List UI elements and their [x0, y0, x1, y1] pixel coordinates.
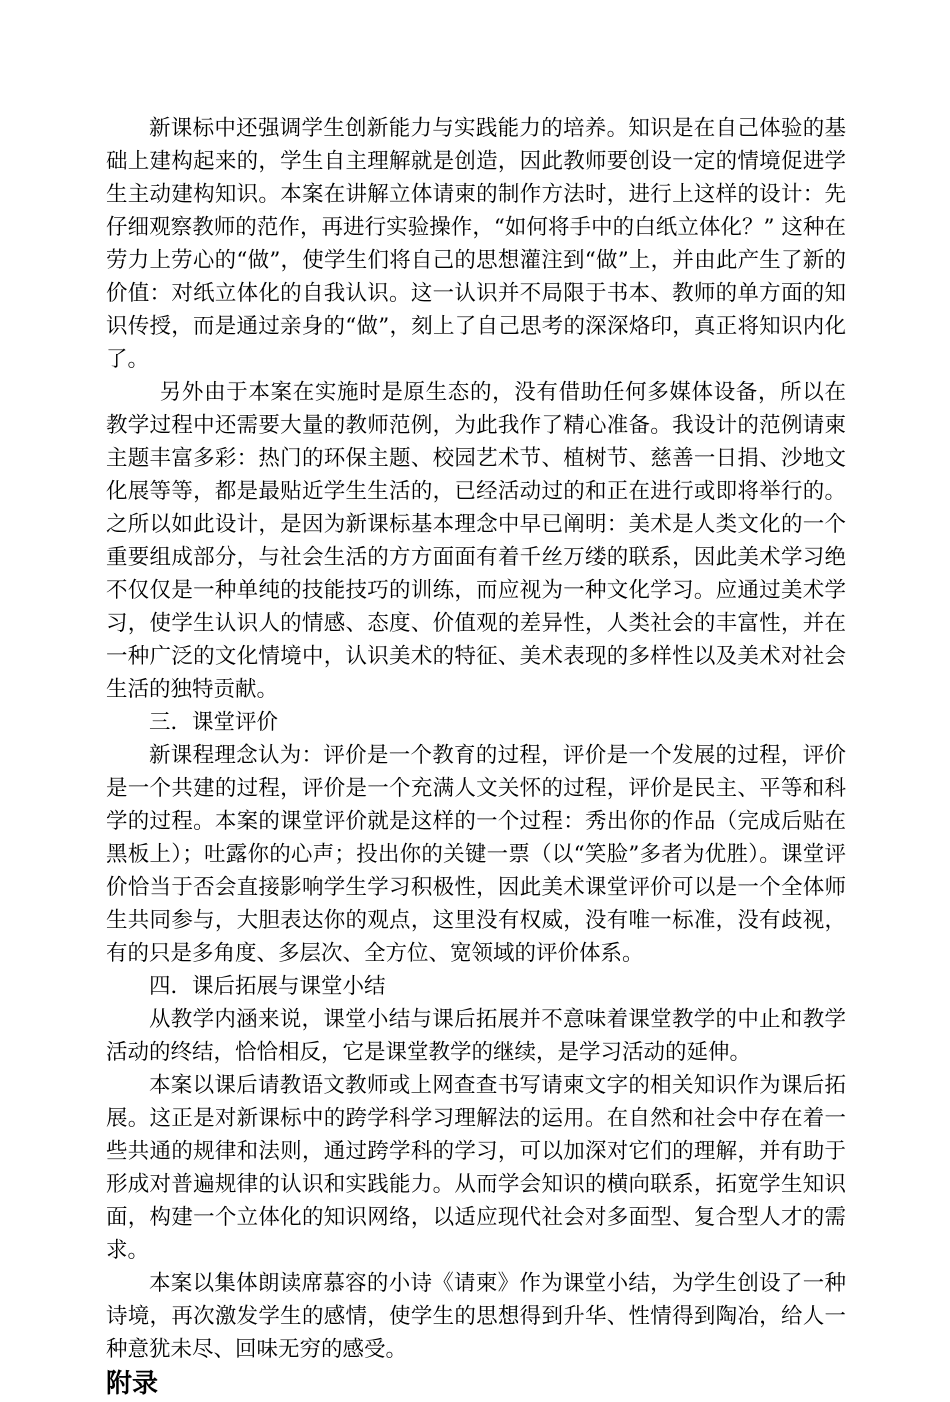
appendix-title: 附录 — [106, 1369, 159, 1399]
paragraph-evaluation: 新课程理念认为：评价是一个教育的过程，评价是一个发展的过程，评价是一个共建的过程，评价是一个充满人文关怀的过程，评价是民主、平等和科学的过程。本案的课堂评价就是这样的一个过程：秀出你的作品（完成后贴在黑板上）；吐露你的心声；投出你的关键一票（以“笑脸”多者为优胜）。课堂评价恰当于否会直接影响学生学习积极性，因此美术课堂评价可以是一个全体师生共同参与，大胆表达你的观点，这里没有权威，没有唯一标准，没有歧视，有的只是多角度、多层次、全方位、宽领域的评价体系。 — [106, 743, 846, 966]
paragraph-summary-intro: 从教学内涵来说，课堂小结与课后拓展并不意味着课堂教学的中止和教学活动的终结，恰恰相反，它是课堂教学的继续，是学习活动的延伸。 — [106, 1007, 846, 1065]
document-page — [106, 112, 846, 1402]
paragraph-examples: 另外由于本案在实施时是原生态的，没有借助任何多媒体设备，所以在教学过程中还需要大量的教师范例，为此我作了精心准备。我设计的范例请柬主题丰富多彩：热门的环保主题、校园艺术节、植树节、慈善一日捐、沙地文化展等等，都是最贴近学生生活的，已经活动过的和正在进行或即将举行的。之所以如此设计，是因为新课标基本理念中早已阐明：美术是人类文化的一个重要组成部分，与社会生活的方方面面有着千丝万缕的联系，因此美术学习绝不仅仅是一种单纯的技能技巧的训练，而应视为一种文化学习。应通过美术学习，使学生认识人的情感、态度、价值观的差异性，人类社会的丰富性，并在一种广泛的文化情境中，认识美术的特征、美术表现的多样性以及美术对社会生活的独特贡献。 — [106, 380, 846, 702]
section-heading-extension: 四．课后拓展与课堂小结 — [149, 974, 386, 999]
section-heading-evaluation: 三．课堂评价 — [149, 710, 279, 735]
paragraph-innovation: 新课标中还强调学生创新能力与实践能力的培养。知识是在自己体验的基础上建构起来的，学生自主理解就是创造，因此教师要创设一定的情境促进学生主动建构知识。本案在讲解立体请柬的制作方法时，进行上这样的设计：先仔细观察教师的范作，再进行实验操作，“如何将手中的白纸立体化？” 这种在劳力上劳心的“做”，使学生们将自己的思想灌注到“做”上，并由此产生了新的价值：对纸立体化的自我认识。这一认识并不局限于书本、教师的单方面的知识传授，而是通过亲身的“做”，刻上了自己思考的深深烙印，真正将知识内化了。 — [106, 116, 846, 372]
paragraph-poem-summary: 本案以集体朗读席慕容的小诗《请柬》作为课堂小结，为学生创设了一种诗境，再次激发学生的感情，使学生的思想得到升华、性情得到陶冶，给人一种意犹未尽、回味无穷的感受。 — [106, 1271, 846, 1362]
paragraph-extension: 本案以课后请教语文教师或上网查查书写请柬文字的相关知识作为课后拓展。这正是对新课标中的跨学科学习理解法的运用。在自然和社会中存在着一些共通的规律和法则，通过跨学科的学习，可以加深对它们的理解，并有助于形成对普遍规律的认识和实践能力。从而学会知识的横向联系，拓宽学生知识面，构建一个立体化的知识网络，以适应现代社会对多面型、复合型人才的需求。 — [106, 1073, 846, 1263]
